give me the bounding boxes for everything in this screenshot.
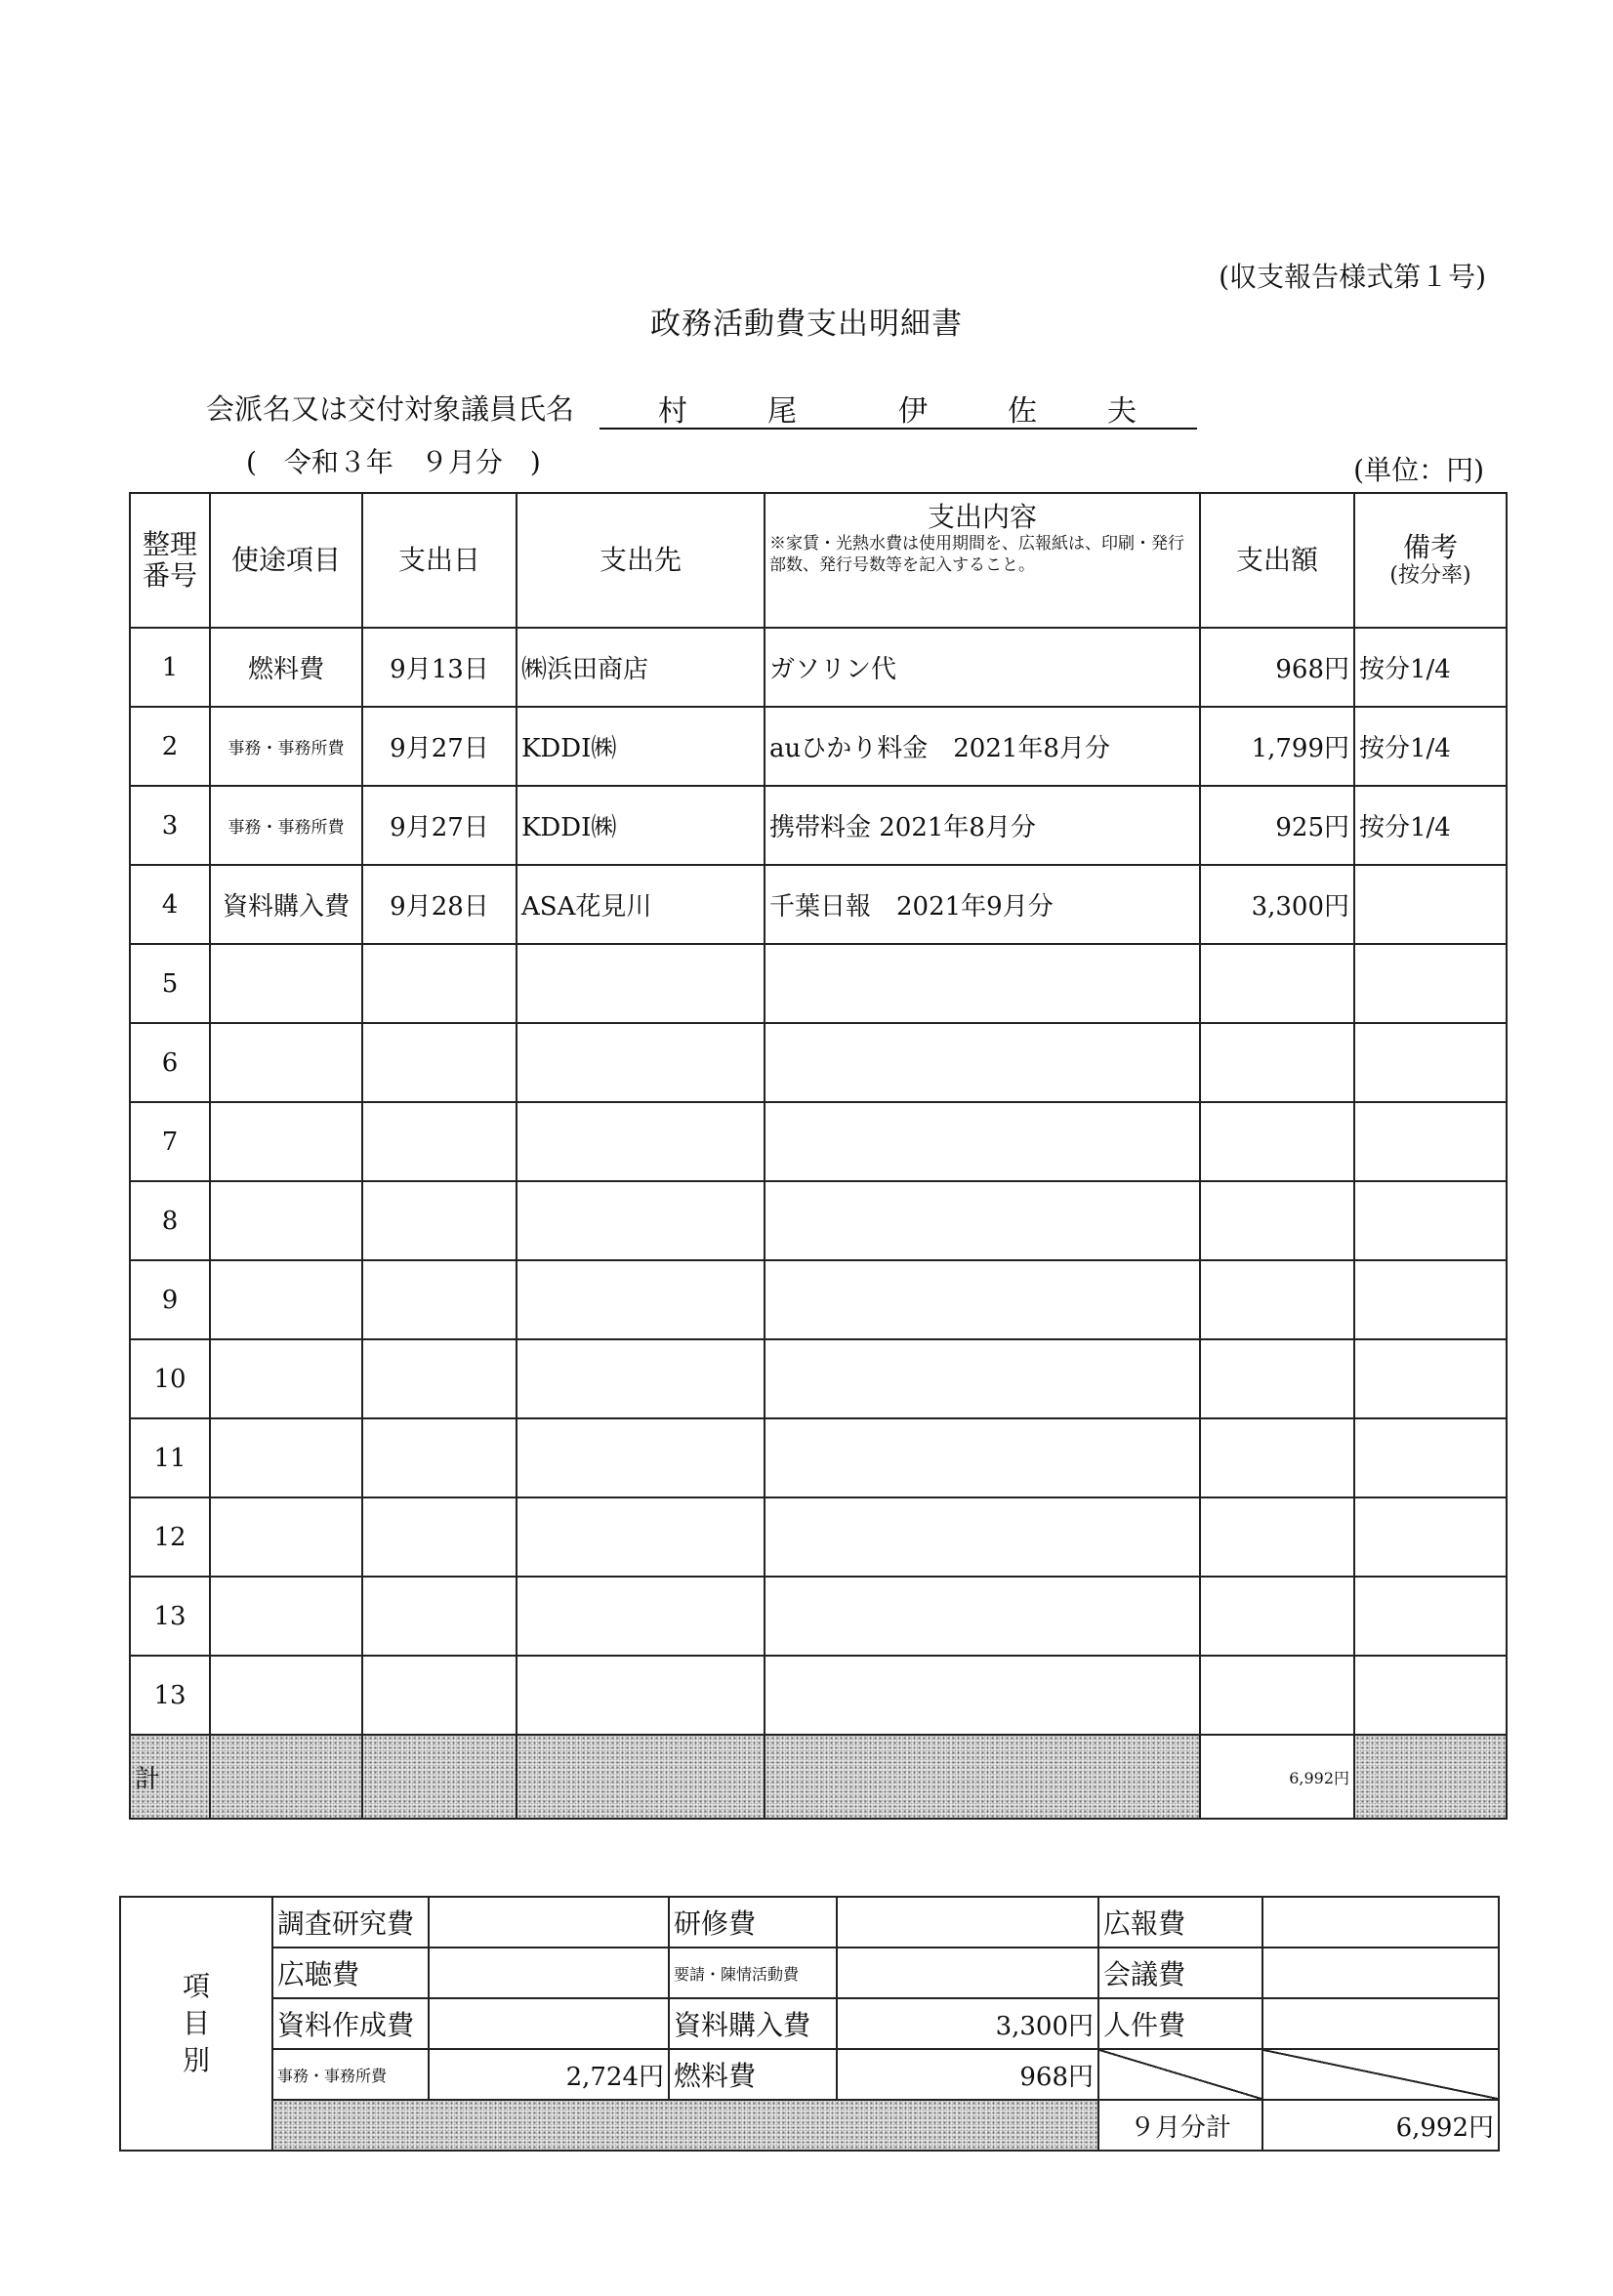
payee: [517, 944, 765, 1023]
summary-value: [837, 1948, 1098, 1998]
summary-table: [119, 1896, 1500, 2152]
row-number: 12: [130, 1497, 210, 1577]
content-note: ※家賃・光熱水費は使用期間を、広報紙は、印刷・発行部数、発行号数等を記入すること。: [769, 534, 1184, 576]
expense-date: [362, 1102, 517, 1181]
expense-content: [765, 1497, 1200, 1577]
row-number: 4: [130, 865, 210, 944]
payee: [517, 1656, 765, 1735]
expense-amount: [1200, 944, 1354, 1023]
usage-item: [210, 1260, 362, 1339]
row-number: 6: [130, 1023, 210, 1102]
table-row: [130, 1023, 1507, 1102]
member-name-char: 村: [658, 394, 687, 429]
row-number: 5: [130, 944, 210, 1023]
expense-note: [1354, 1102, 1507, 1181]
col-header-amount: 支出額: [1200, 493, 1354, 628]
struck-cell: [1262, 2049, 1499, 2100]
expense-amount: 968円: [1200, 628, 1354, 707]
expense-content: 千葉日報 2021年9月分: [765, 865, 1200, 944]
hatched-cell: [272, 2100, 1098, 2151]
expense-amount: 1,799円: [1200, 707, 1354, 786]
total-label: 計: [135, 1764, 161, 1794]
summary-value: 968円: [837, 2049, 1098, 2100]
summary-label: 会議費: [1098, 1948, 1262, 1998]
row-number: 11: [130, 1418, 210, 1497]
expense-date: [362, 1577, 517, 1656]
payee: KDDI㈱: [517, 786, 765, 865]
summary-value: [837, 1897, 1098, 1948]
usage-item: [210, 1339, 362, 1418]
expense-content: [765, 1339, 1200, 1418]
summary-row: [120, 2049, 1499, 2100]
row-number: 10: [130, 1339, 210, 1418]
expense-amount: 925円: [1200, 786, 1354, 865]
form-number: (収支報告様式第１号): [1219, 261, 1486, 293]
hatched-cell: [765, 1735, 1200, 1819]
expense-note: [1354, 1497, 1507, 1577]
expense-date: [362, 1339, 517, 1418]
hatched-cell: [517, 1735, 765, 1819]
summary-row: [120, 1998, 1499, 2049]
table-row: [130, 944, 1507, 1023]
expense-content: ガソリン代: [765, 628, 1200, 707]
col-header-content: [765, 493, 1200, 628]
table-row: [130, 707, 1507, 786]
table-row: [130, 1418, 1507, 1497]
usage-item: [210, 1181, 362, 1260]
expense-note: [1354, 944, 1507, 1023]
expense-amount: [1200, 1656, 1354, 1735]
table-row: [130, 1577, 1507, 1656]
row-number: 2: [130, 707, 210, 786]
expense-table: [129, 492, 1508, 1820]
usage-item: [210, 1656, 362, 1735]
payee: [517, 1497, 765, 1577]
expense-amount: [1200, 1577, 1354, 1656]
col-header-date: 支出日: [362, 493, 517, 628]
member-name-char: 夫: [1107, 394, 1137, 429]
month-total-value: 6,992円: [1262, 2100, 1499, 2151]
struck-cell: [1098, 2049, 1262, 2100]
expense-content: [765, 1260, 1200, 1339]
table-row: [130, 865, 1507, 944]
expense-note: 按分1/4: [1354, 786, 1507, 865]
expense-note: [1354, 1339, 1507, 1418]
summary-label: 研修費: [669, 1897, 837, 1948]
summary-value: [429, 1948, 669, 1998]
payee: [517, 1339, 765, 1418]
expense-date: [362, 1656, 517, 1735]
usage-item: [210, 1023, 362, 1102]
hatched-cell: [1354, 1735, 1507, 1819]
summary-row: [120, 1948, 1499, 1998]
summary-total-row: [120, 2100, 1499, 2151]
summary-value: [1262, 1897, 1499, 1948]
expense-note: [1354, 865, 1507, 944]
table-row: [130, 1339, 1507, 1418]
summary-value: 3,300円: [837, 1998, 1098, 2049]
usage-item: 事務・事務所費: [210, 707, 362, 786]
expense-note: [1354, 1656, 1507, 1735]
expense-amount: [1200, 1102, 1354, 1181]
payee: ASA花見川: [517, 865, 765, 944]
summary-row: [120, 1897, 1499, 1948]
payee: [517, 1418, 765, 1497]
row-number: 1: [130, 628, 210, 707]
hatched-cell: [362, 1735, 517, 1819]
expense-content: [765, 1577, 1200, 1656]
table-row: [130, 1656, 1507, 1735]
col-header-item: 使途項目: [210, 493, 362, 628]
payee: [517, 1102, 765, 1181]
payee: ㈱浜田商店: [517, 628, 765, 707]
row-number: 3: [130, 786, 210, 865]
usage-item: [210, 1497, 362, 1577]
expense-date: 9月13日: [362, 628, 517, 707]
hatched-cell: [210, 1735, 362, 1819]
expense-note: [1354, 1418, 1507, 1497]
expense-content: [765, 944, 1200, 1023]
payee: KDDI㈱: [517, 707, 765, 786]
col-header-no: 整理 番号: [130, 493, 210, 628]
payee: [517, 1181, 765, 1260]
expense-amount: [1200, 1497, 1354, 1577]
expense-content: [765, 1023, 1200, 1102]
expense-note: 按分1/4: [1354, 628, 1507, 707]
row-number: 13: [130, 1656, 210, 1735]
table-row: [130, 628, 1507, 707]
member-name-label: 会派名又は交付対象議員氏名: [206, 392, 575, 426]
summary-label: 資料購入費: [669, 1998, 837, 2049]
row-number: 13: [130, 1577, 210, 1656]
currency-unit: (単位：円): [1353, 454, 1484, 486]
expense-note: [1354, 1577, 1507, 1656]
total-amount: 6,992円: [1200, 1735, 1354, 1819]
month-total-label: ９月分計: [1098, 2100, 1262, 2151]
member-name-char: 尾: [767, 394, 797, 429]
summary-value: [1262, 1998, 1499, 2049]
summary-label: 人件費: [1098, 1998, 1262, 2049]
table-row: [130, 1181, 1507, 1260]
expense-date: 9月27日: [362, 707, 517, 786]
table-row: [130, 1260, 1507, 1339]
expense-date: 9月28日: [362, 865, 517, 944]
member-name-char: 佐: [1008, 394, 1037, 429]
usage-item: [210, 1102, 362, 1181]
expense-content: [765, 1656, 1200, 1735]
usage-item: 燃料費: [210, 628, 362, 707]
expense-date: 9月27日: [362, 786, 517, 865]
member-name-char: 伊: [898, 394, 928, 429]
summary-label: 事務・事務所費: [272, 2049, 429, 2100]
expense-note: [1354, 1023, 1507, 1102]
expense-content: [765, 1102, 1200, 1181]
summary-value: [429, 1897, 669, 1948]
expense-amount: [1200, 1181, 1354, 1260]
content-title: 支出内容: [927, 501, 1037, 533]
summary-label: 資料作成費: [272, 1998, 429, 2049]
table-row: [130, 1102, 1507, 1181]
expense-amount: 3,300円: [1200, 865, 1354, 944]
usage-item: [210, 944, 362, 1023]
summary-value: 2,724円: [429, 2049, 669, 2100]
expense-amount: [1200, 1023, 1354, 1102]
expense-date: [362, 1023, 517, 1102]
expense-content: 携帯料金 2021年8月分: [765, 786, 1200, 865]
usage-item: [210, 1418, 362, 1497]
summary-label: 燃料費: [669, 2049, 837, 2100]
summary-value: [429, 1998, 669, 2049]
summary-side-label: 項 目 別: [120, 1897, 272, 2151]
expense-content: [765, 1181, 1200, 1260]
payee: [517, 1023, 765, 1102]
summary-value: [1262, 1948, 1499, 1998]
expense-content: [765, 1418, 1200, 1497]
col-header-note: 備考 (按分率): [1354, 493, 1507, 628]
total-label-cell: [130, 1735, 210, 1819]
expense-note: [1354, 1260, 1507, 1339]
payee: [517, 1577, 765, 1656]
usage-item: 事務・事務所費: [210, 786, 362, 865]
expense-date: [362, 944, 517, 1023]
col-header-payee: 支出先: [517, 493, 765, 628]
expense-date: [362, 1418, 517, 1497]
summary-label: 広聴費: [272, 1948, 429, 1998]
table-row: [130, 786, 1507, 865]
table-row: [130, 1497, 1507, 1577]
row-number: 9: [130, 1260, 210, 1339]
total-row: [130, 1735, 1507, 1819]
expense-date: [362, 1497, 517, 1577]
expense-amount: [1200, 1339, 1354, 1418]
usage-item: [210, 1577, 362, 1656]
expense-amount: [1200, 1260, 1354, 1339]
row-number: 7: [130, 1102, 210, 1181]
member-name-field: [600, 383, 1197, 430]
row-number: 8: [130, 1181, 210, 1260]
expense-amount: [1200, 1418, 1354, 1497]
usage-item: 資料購入費: [210, 865, 362, 944]
expense-date: [362, 1181, 517, 1260]
summary-label: 調査研究費: [272, 1897, 429, 1948]
reporting-period: ( 令和３年 ９月分 ): [246, 446, 541, 478]
expense-content: auひかり料金 2021年8月分: [765, 707, 1200, 786]
payee: [517, 1260, 765, 1339]
expense-note: 按分1/4: [1354, 707, 1507, 786]
expense-note: [1354, 1181, 1507, 1260]
summary-label: 要請・陳情活動費: [669, 1948, 837, 1998]
table-header-row: [130, 493, 1507, 628]
document-title: 政務活動費支出明細書: [650, 307, 963, 342]
summary-label: 広報費: [1098, 1897, 1262, 1948]
expense-date: [362, 1260, 517, 1339]
note-sub: (按分率): [1389, 563, 1471, 589]
